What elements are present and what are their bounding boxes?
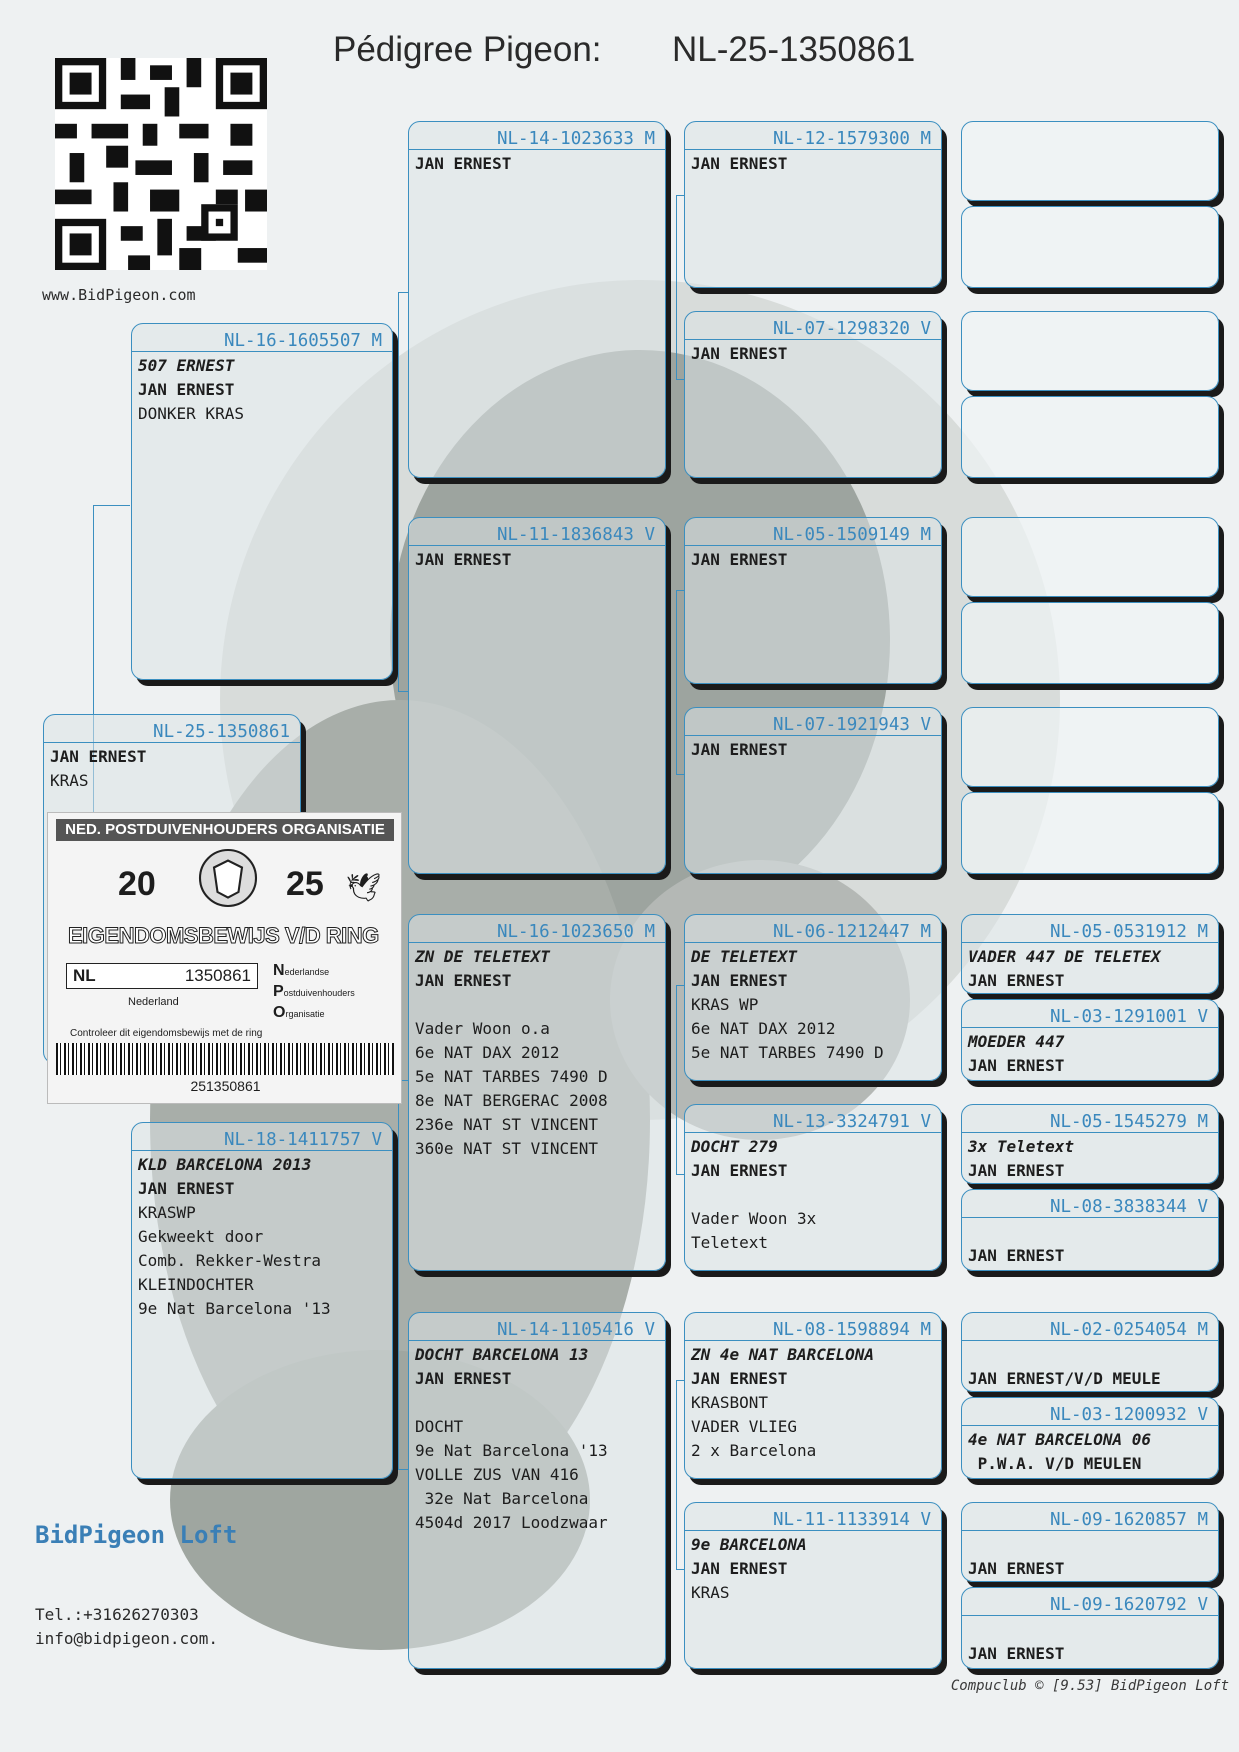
detail-line: ZN DE TELETEXT [415, 947, 550, 966]
ring-number: NL-16-1605507 M [132, 324, 392, 352]
detail-line: Vader Woon o.a [415, 1019, 550, 1038]
ring-number: NL-02-0254054 M [962, 1313, 1218, 1341]
detail-line: DOCHT 279 [691, 1137, 778, 1156]
pigeon-details [685, 736, 941, 764]
detail-line: JAN ERNEST [691, 971, 788, 990]
pigeon-details [409, 546, 665, 574]
detail-line: JAN ERNEST/V/D MEULE [968, 1369, 1161, 1388]
ring-number: NL-07-1921943 V [685, 708, 941, 736]
pigeon-details [132, 352, 392, 428]
detail-line: VADER VLIEG [691, 1417, 797, 1436]
pigeon-details [962, 1426, 1218, 1478]
card-barcode-number: 251350861 [190, 1078, 261, 1094]
ring-number: NL-09-1620792 V [962, 1588, 1218, 1616]
ring-number: NL-09-1620857 M [962, 1503, 1218, 1531]
pigeon-details [962, 1028, 1218, 1080]
pigeon-details [962, 1218, 1218, 1270]
pedigree-box-sire-dam [408, 517, 666, 874]
detail-line: JAN ERNEST [138, 1179, 235, 1198]
detail-line: JAN ERNEST [415, 1369, 512, 1388]
contact-info [35, 1603, 218, 1651]
detail-line: 9e Nat Barcelona '13 [138, 1299, 331, 1318]
pedigree-box-dd-sire [684, 1312, 942, 1479]
detail-line: JAN ERNEST [691, 344, 788, 363]
website-label: www.BidPigeon.com [42, 286, 196, 304]
ring-number: NL-14-1105416 V [409, 1313, 665, 1341]
pigeon-details [132, 1151, 392, 1323]
pedigree-box-ds-dam [684, 1104, 942, 1271]
pedigree-box-g4-3 [961, 311, 1219, 391]
pedigree-box-g4-15 [961, 1502, 1219, 1582]
detail-line: 507 ERNEST [138, 356, 235, 375]
ring-number: NL-07-1298320 V [685, 312, 941, 340]
ring-number: NL-25-1350861 [44, 715, 300, 743]
connector [676, 985, 684, 1175]
pedigree-box-g4-10 [961, 999, 1219, 1081]
pigeon-details [962, 1531, 1218, 1582]
ring-number: NL-11-1133914 V [685, 1503, 941, 1531]
pedigree-box-sire-sire [408, 121, 666, 478]
qr-code [55, 58, 267, 270]
pedigree-box-ds-sire [684, 914, 942, 1081]
detail-line: KRASBONT [691, 1393, 769, 1412]
contact-tel: Tel.:+31626270303 [35, 1605, 199, 1624]
detail-line: JAN ERNEST [691, 1161, 788, 1180]
detail-line: Comb. Rekker-Westra [138, 1251, 322, 1270]
pigeon-details [685, 1133, 941, 1257]
ring-number: NL-08-1598894 M [685, 1313, 941, 1341]
detail-line: VOLLE ZUS VAN 416 [415, 1465, 579, 1484]
detail-line [968, 1618, 1212, 1642]
pedigree-box-g4-1 [961, 121, 1219, 201]
detail-line: KRAS WP [691, 995, 759, 1014]
ring-number: NL-12-1579300 M [685, 122, 941, 150]
pigeon-details [409, 1341, 665, 1537]
detail-line: JAN ERNEST [691, 154, 788, 173]
ring-number: NL-05-1545279 M [962, 1105, 1218, 1133]
detail-line: JAN ERNEST [415, 154, 512, 173]
detail-line: JAN ERNEST [968, 1161, 1065, 1180]
detail-line [415, 993, 659, 1017]
detail-line: DONKER KRAS [138, 404, 244, 423]
pedigree-box-g4-4 [961, 396, 1219, 478]
pedigree-box-dam-sire [408, 914, 666, 1271]
pigeon-details [962, 1616, 1218, 1668]
pedigree-box-sd-sire [684, 517, 942, 684]
detail-line: JAN ERNEST [691, 1559, 788, 1578]
card-year-right: 25 [286, 865, 324, 903]
detail-line: KLEINDOCHTER [138, 1275, 254, 1294]
detail-line: 5e NAT TARBES 7490 D [691, 1043, 884, 1062]
ring-number: NL-16-1023650 M [409, 915, 665, 943]
detail-line: DOCHT BARCELONA 13 [415, 1345, 589, 1364]
pedigree-box-g4-11 [961, 1104, 1219, 1184]
detail-line: KLD BARCELONA 2013 [138, 1155, 312, 1174]
pedigree-box-ss-dam [684, 311, 942, 478]
detail-line: DE TELETEXT [691, 947, 797, 966]
detail-line [415, 1391, 659, 1415]
pedigree-box-dam-dam [408, 1312, 666, 1669]
pedigree-box-g4-16 [961, 1587, 1219, 1669]
detail-line: JAN ERNEST [691, 550, 788, 569]
detail-line: 236e NAT ST VINCENT [415, 1115, 599, 1134]
pedigree-box-g4-7 [961, 707, 1219, 787]
detail-line: JAN ERNEST [138, 380, 235, 399]
detail-line: JAN ERNEST [968, 1056, 1065, 1075]
card-barcode [56, 1043, 394, 1075]
ring-number: NL-05-1509149 M [685, 518, 941, 546]
detail-line [968, 1533, 1212, 1557]
detail-line: Teletext [691, 1233, 769, 1252]
detail-line: 360e NAT ST VINCENT [415, 1139, 599, 1158]
detail-line: JAN ERNEST [415, 550, 512, 569]
detail-line: VADER 447 DE TELETEX [968, 947, 1161, 966]
detail-line: DOCHT [415, 1417, 464, 1436]
card-country-name: Nederland [128, 996, 179, 1008]
pedigree-box-dd-dam [684, 1502, 942, 1669]
detail-line: Vader Woon 3x [691, 1209, 817, 1228]
ring-number: NL-08-3838344 V [962, 1190, 1218, 1218]
detail-line [691, 1183, 935, 1207]
detail-line: 4e NAT BARCELONA 06 [968, 1430, 1152, 1449]
pigeon-details [685, 546, 941, 574]
detail-line: JAN ERNEST [691, 1369, 788, 1388]
detail-line: 9e BARCELONA [691, 1535, 807, 1554]
title-ring: NL-25-1350861 [672, 30, 916, 69]
detail-line: JAN ERNEST [968, 971, 1065, 990]
pigeon-details [962, 1341, 1218, 1392]
pigeon-details [962, 943, 1218, 994]
detail-line: 6e NAT DAX 2012 [691, 1019, 836, 1038]
detail-line: 4504d 2017 Loodzwaar [415, 1513, 608, 1532]
pigeon-details [685, 150, 941, 178]
card-npo-3: rganisatie [285, 1009, 325, 1019]
ring-number: NL-18-1411757 V [132, 1123, 392, 1151]
pedigree-box-dam [131, 1122, 393, 1479]
dove-icon: 🕊 [346, 872, 382, 903]
loft-name: BidPigeon Loft [35, 1521, 238, 1549]
ring-number: NL-03-1200932 V [962, 1398, 1218, 1426]
footer-credit: Compuclub © [9.53] BidPigeon Loft [950, 1678, 1229, 1694]
connector [676, 195, 684, 380]
card-country: NL [73, 966, 96, 985]
card-note: Controleer dit eigendomsbewijs met de ring [70, 1028, 263, 1039]
connector [676, 1380, 684, 1570]
card-npo-1: ederlandse [284, 967, 330, 977]
detail-line: MOEDER 447 [968, 1032, 1065, 1051]
detail-line: JAN ERNEST [50, 747, 147, 766]
ring-ownership-card [47, 812, 402, 1104]
title-label: Pédigree Pigeon: [333, 30, 602, 69]
pedigree-box-g4-2 [961, 206, 1219, 288]
card-npo-logo: Nederlandse Postduivenhouders Organisatie [273, 962, 355, 1021]
pedigree-box-g4-9 [961, 914, 1219, 994]
ring-number: NL-05-0531912 M [962, 915, 1218, 943]
detail-line: 6e NAT DAX 2012 [415, 1043, 560, 1062]
card-number: 1350861 [184, 966, 251, 985]
ring-number: NL-03-1291001 V [962, 1000, 1218, 1028]
detail-line: 8e NAT BERGERAC 2008 [415, 1091, 608, 1110]
detail-line: 9e Nat Barcelona '13 [415, 1441, 608, 1460]
card-title: EIGENDOMSBEWIJS V/D RING [68, 923, 379, 948]
connector [676, 590, 684, 775]
card-npo-2: ostduivenhouders [283, 988, 355, 998]
detail-line: JAN ERNEST [968, 1559, 1065, 1578]
pedigree-box-g4-13 [961, 1312, 1219, 1392]
pigeon-details [685, 943, 941, 1067]
pigeon-details [962, 1133, 1218, 1184]
card-crest-icon [193, 843, 263, 913]
ring-number: NL-11-1836843 V [409, 518, 665, 546]
pedigree-box-g4-5 [961, 517, 1219, 597]
connector [398, 292, 408, 692]
pedigree-box-sire [131, 323, 393, 680]
detail-line: 5e NAT TARBES 7490 D [415, 1067, 608, 1086]
detail-line: KRAS [50, 771, 89, 790]
pedigree-box-sd-dam [684, 707, 942, 874]
card-year-left: 20 [118, 865, 156, 903]
detail-line: P.W.A. V/D MEULEN [968, 1454, 1142, 1473]
ring-number: NL-13-3324791 V [685, 1105, 941, 1133]
pedigree-box-g4-8 [961, 792, 1219, 874]
pigeon-details [409, 150, 665, 178]
detail-line: KRAS [691, 1583, 730, 1602]
ring-number: NL-14-1023633 M [409, 122, 665, 150]
detail-line [968, 1343, 1212, 1367]
detail-line: Gekweekt door [138, 1227, 264, 1246]
pedigree-box-g4-12 [961, 1189, 1219, 1271]
detail-line: 2 x Barcelona [691, 1441, 817, 1460]
ring-number: NL-06-1212447 M [685, 915, 941, 943]
detail-line: JAN ERNEST [415, 971, 512, 990]
pigeon-details [44, 743, 300, 795]
detail-line: 3x Teletext [968, 1137, 1074, 1156]
card-ring-field [66, 963, 258, 989]
contact-email: info@bidpigeon.com. [35, 1629, 219, 1648]
pedigree-box-g4-6 [961, 602, 1219, 684]
pigeon-details [685, 1531, 941, 1607]
detail-line: JAN ERNEST [968, 1246, 1065, 1265]
connector [398, 1080, 408, 1470]
pigeon-details [409, 943, 665, 1163]
pedigree-box-g4-14 [961, 1397, 1219, 1479]
pedigree-box-ss-sire [684, 121, 942, 288]
card-org-banner: NED. POSTDUIVENHOUDERS ORGANISATIE [56, 819, 394, 841]
detail-line: ZN 4e NAT BARCELONA [691, 1345, 875, 1364]
detail-line: 32e Nat Barcelona [415, 1489, 589, 1508]
detail-line: KRASWP [138, 1203, 196, 1222]
pigeon-details [685, 1341, 941, 1465]
pigeon-details [685, 340, 941, 368]
detail-line: JAN ERNEST [691, 740, 788, 759]
detail-line [968, 1220, 1212, 1244]
detail-line: JAN ERNEST [968, 1644, 1065, 1663]
